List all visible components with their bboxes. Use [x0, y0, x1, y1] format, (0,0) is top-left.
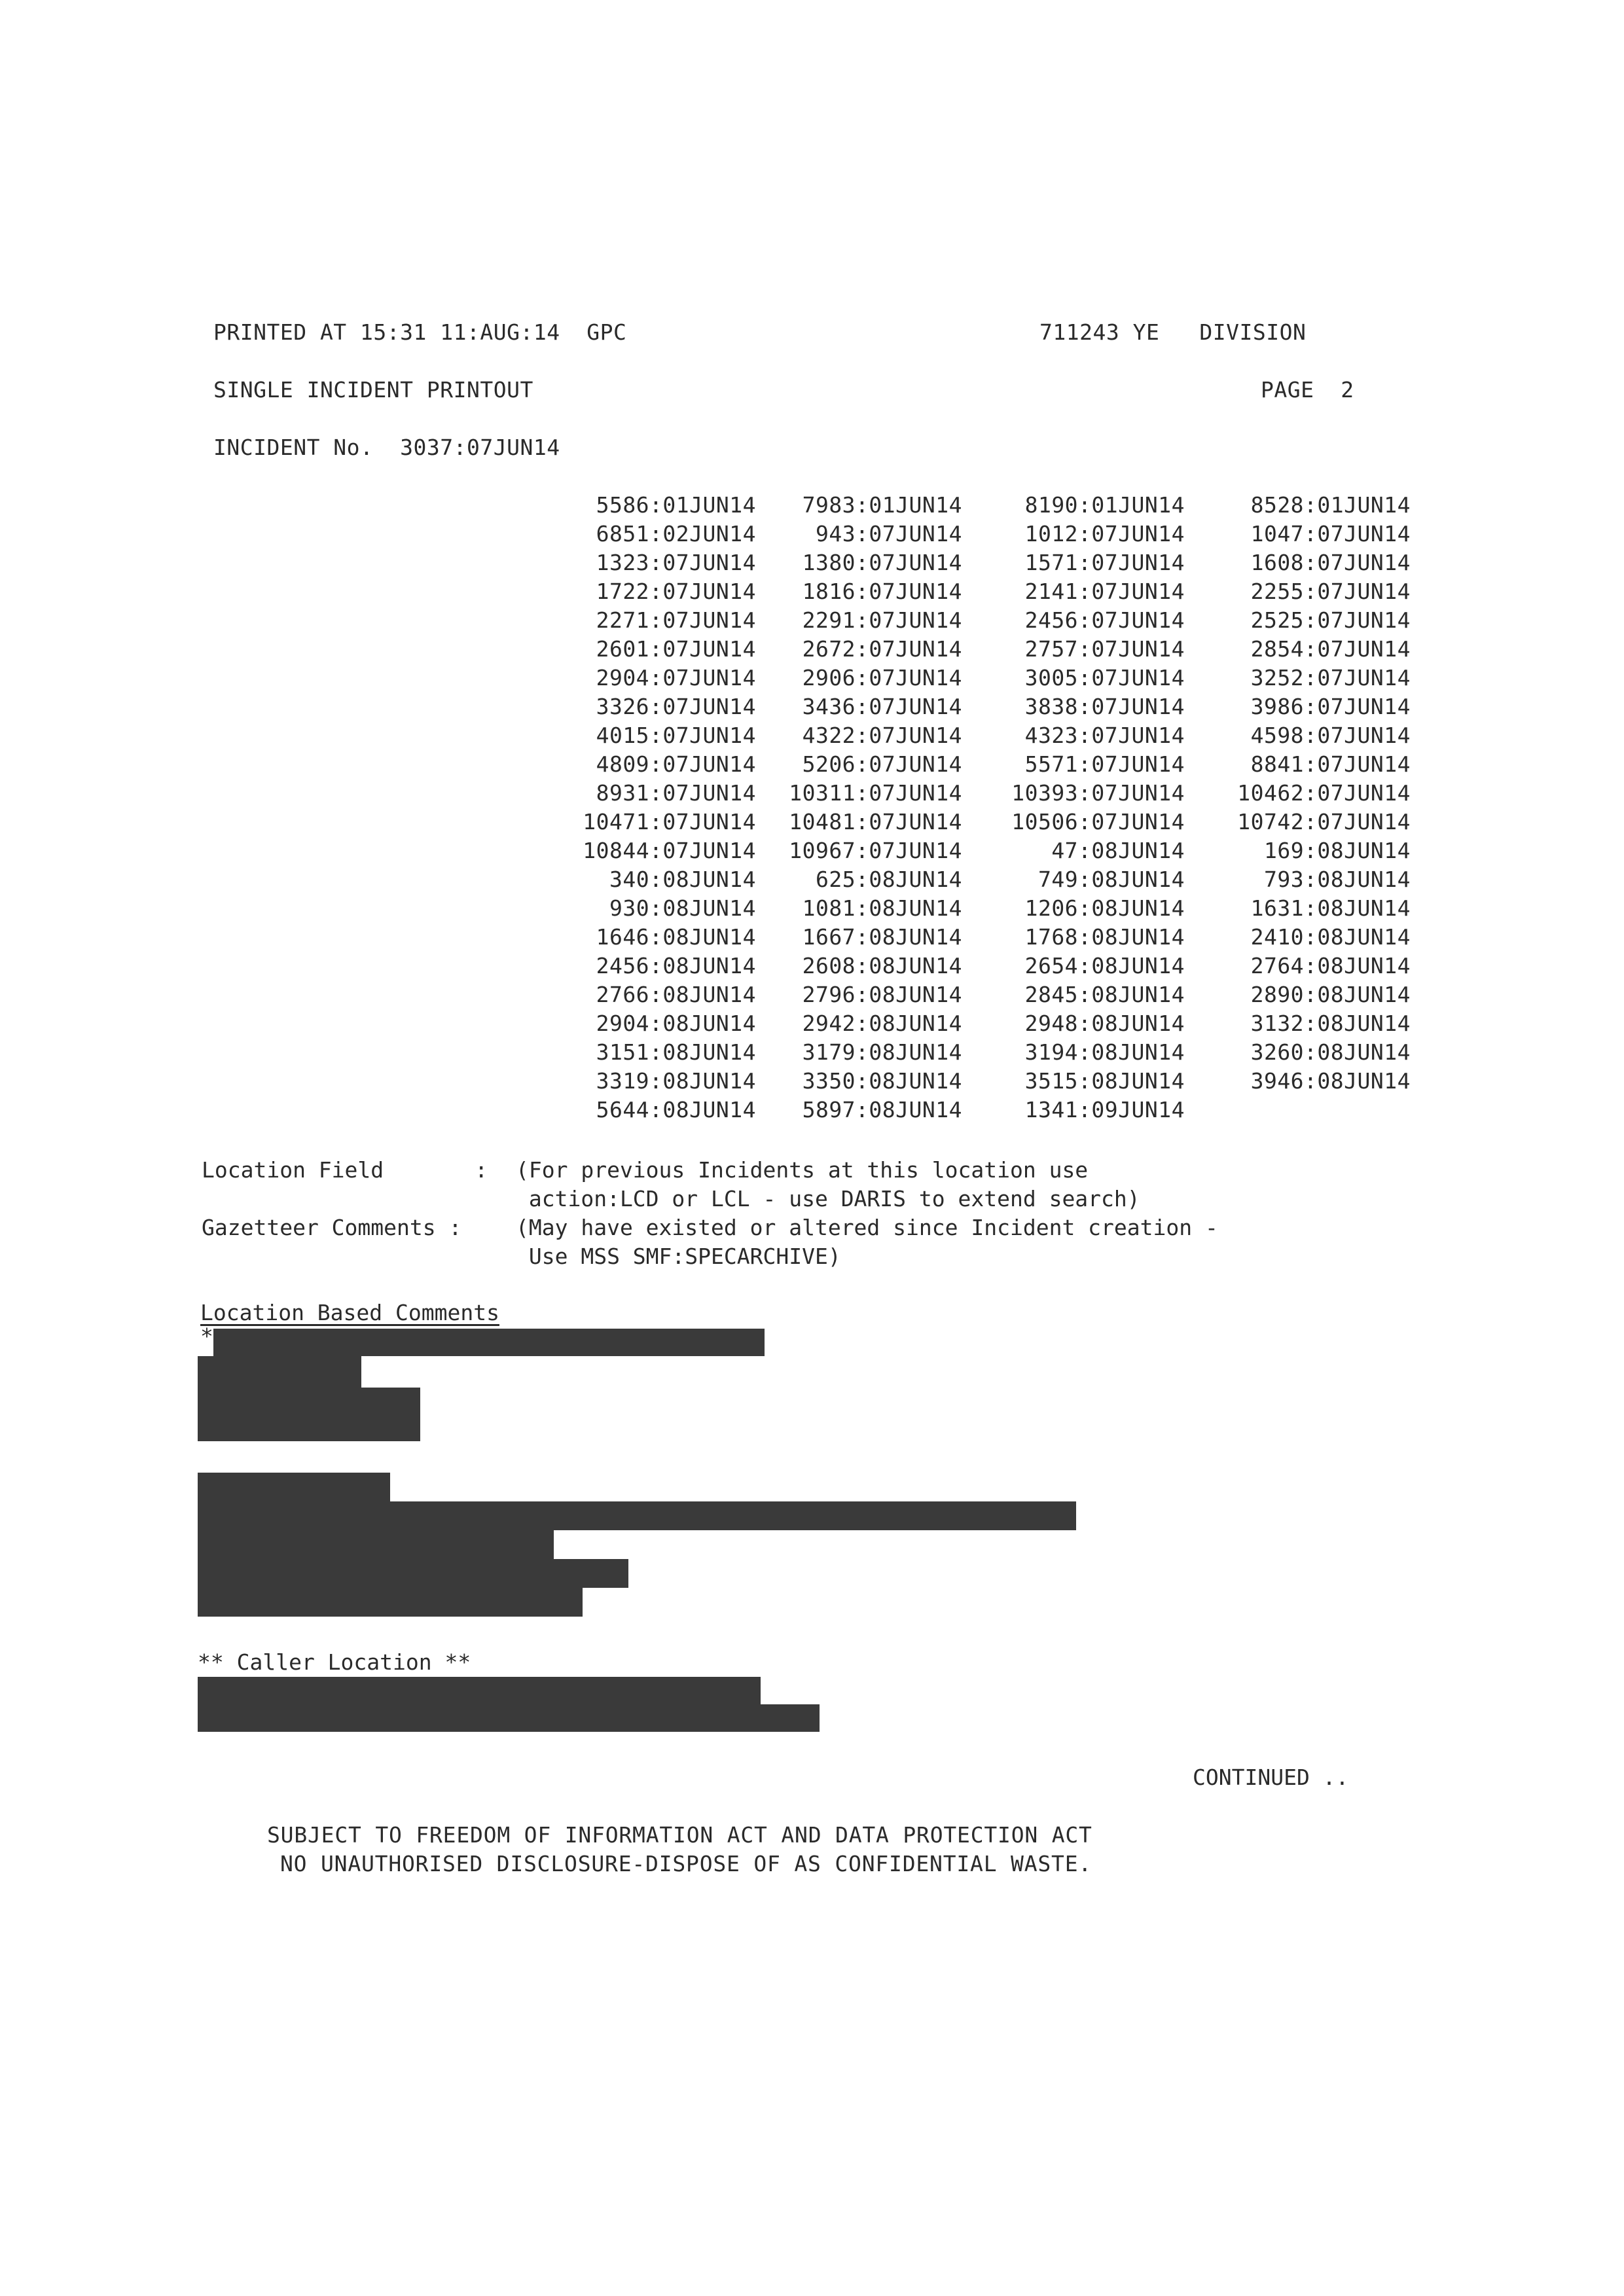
incident-reference: 2141:07JUN14: [1024, 579, 1185, 604]
incident-reference: 3179:08JUN14: [802, 1039, 962, 1065]
gazetteer-comments-text-1: (May have existed or altered since Incident creation -: [516, 1215, 1218, 1240]
location-field-text-1: (For previous Incidents at this location use: [516, 1157, 1089, 1183]
incident-reference: 7983:01JUN14: [802, 492, 962, 518]
incident-reference: 2854:07JUN14: [1250, 636, 1411, 662]
incident-reference: 5206:07JUN14: [802, 751, 962, 777]
incident-reference: 1380:07JUN14: [802, 550, 962, 575]
incident-reference: 2757:07JUN14: [1024, 636, 1185, 662]
incident-reference: 4809:07JUN14: [596, 751, 756, 777]
division-reference: 711243 YE DIVISION: [1039, 319, 1307, 345]
incident-reference: 1667:08JUN14: [802, 924, 962, 950]
incident-reference: 2601:07JUN14: [596, 636, 756, 662]
incident-reference: 8190:01JUN14: [1024, 492, 1185, 518]
incident-reference: 3005:07JUN14: [1024, 665, 1185, 691]
incident-reference: 1323:07JUN14: [596, 550, 756, 575]
incident-reference: 2608:08JUN14: [802, 953, 962, 978]
incident-reference: 8931:07JUN14: [596, 780, 756, 806]
incident-reference: 3260:08JUN14: [1250, 1039, 1411, 1065]
foi-notice: SUBJECT TO FREEDOM OF INFORMATION ACT AND DATA PROTECTION ACT: [267, 1822, 1092, 1848]
page-title: SINGLE INCIDENT PRINTOUT: [213, 377, 533, 403]
incident-reference: 5586:01JUN14: [596, 492, 756, 518]
caller-location-heading: ** Caller Location **: [198, 1649, 471, 1675]
incident-reference: 1341:09JUN14: [1024, 1097, 1185, 1122]
incident-reference: 5644:08JUN14: [596, 1097, 756, 1122]
incident-reference: 10311:07JUN14: [789, 780, 962, 806]
redaction-block: [213, 1329, 765, 1356]
location-field-text-2: action:LCD or LCL - use DARIS to extend search): [516, 1186, 1140, 1211]
incident-reference: [1195, 1097, 1411, 1126]
redaction-block: [198, 1530, 554, 1559]
incident-reference: 4598:07JUN14: [1250, 723, 1411, 748]
incident-reference: 10481:07JUN14: [789, 809, 962, 834]
incident-reference: 3515:08JUN14: [1024, 1068, 1185, 1094]
redaction-block: [198, 1704, 820, 1732]
incident-reference: 1012:07JUN14: [1024, 521, 1185, 547]
comment-marker: *: [200, 1323, 213, 1349]
printed-at-line: PRINTED AT 15:31 11:AUG:14 GPC: [213, 319, 627, 345]
incident-reference: 10967:07JUN14: [789, 838, 962, 863]
location-field-label: Location Field :: [202, 1157, 488, 1183]
incident-reference: 2904:08JUN14: [596, 1011, 756, 1036]
incident-reference: 340:08JUN14: [609, 867, 756, 892]
incident-reference: 2525:07JUN14: [1250, 607, 1411, 633]
incident-reference: 1816:07JUN14: [802, 579, 962, 604]
incident-reference: 10393:07JUN14: [1011, 780, 1185, 806]
incident-reference: 930:08JUN14: [609, 895, 756, 921]
incident-reference: 1631:08JUN14: [1250, 895, 1411, 921]
incident-reference: 8841:07JUN14: [1250, 751, 1411, 777]
incident-reference: 1646:08JUN14: [596, 924, 756, 950]
disclosure-notice: NO UNAUTHORISED DISCLOSURE-DISPOSE OF AS CONFIDENTIAL WASTE.: [280, 1851, 1092, 1876]
incident-reference: 2845:08JUN14: [1024, 982, 1185, 1007]
incident-reference: 1571:07JUN14: [1024, 550, 1185, 575]
incident-reference: 2766:08JUN14: [596, 982, 756, 1007]
incident-reference: 5897:08JUN14: [802, 1097, 962, 1122]
incident-reference: 2764:08JUN14: [1250, 953, 1411, 978]
incident-reference: 4015:07JUN14: [596, 723, 756, 748]
incident-reference: 2904:07JUN14: [596, 665, 756, 691]
incident-reference: 2271:07JUN14: [596, 607, 756, 633]
incident-reference: 2456:07JUN14: [1024, 607, 1185, 633]
incident-reference: 8528:01JUN14: [1250, 492, 1411, 518]
incident-reference: 3436:07JUN14: [802, 694, 962, 719]
incident-reference: 2906:07JUN14: [802, 665, 962, 691]
incident-reference: 2291:07JUN14: [802, 607, 962, 633]
incident-reference: 2255:07JUN14: [1250, 579, 1411, 604]
incident-reference: 2942:08JUN14: [802, 1011, 962, 1036]
incident-reference: 625:08JUN14: [815, 867, 962, 892]
incident-reference: 47:08JUN14: [1051, 838, 1185, 863]
incident-reference: 1608:07JUN14: [1250, 550, 1411, 575]
gazetteer-comments-label: Gazetteer Comments :: [202, 1215, 462, 1240]
incident-reference: 3132:08JUN14: [1250, 1011, 1411, 1036]
incident-reference: 3838:07JUN14: [1024, 694, 1185, 719]
incident-reference: 10742:07JUN14: [1237, 809, 1411, 834]
page-number: PAGE 2: [1261, 377, 1354, 403]
incident-reference: 793:08JUN14: [1263, 867, 1411, 892]
redaction-block: [198, 1356, 361, 1388]
incident-reference: 1722:07JUN14: [596, 579, 756, 604]
incident-reference: 3326:07JUN14: [596, 694, 756, 719]
redaction-block: [198, 1588, 583, 1617]
related-incidents-grid: [560, 492, 1411, 1126]
location-based-comments-heading: Location Based Comments: [200, 1300, 499, 1325]
redaction-block: [198, 1677, 761, 1704]
incident-reference: 2948:08JUN14: [1024, 1011, 1185, 1036]
redaction-block: [198, 1559, 628, 1588]
redaction-block: [198, 1501, 1076, 1530]
incident-reference: 3319:08JUN14: [596, 1068, 756, 1094]
incident-reference: 2654:08JUN14: [1024, 953, 1185, 978]
incident-reference: 3946:08JUN14: [1250, 1068, 1411, 1094]
incident-reference: 3151:08JUN14: [596, 1039, 756, 1065]
incident-reference: 10506:07JUN14: [1011, 809, 1185, 834]
incident-reference: 1047:07JUN14: [1250, 521, 1411, 547]
incident-reference: 169:08JUN14: [1263, 838, 1411, 863]
incident-reference: 3986:07JUN14: [1250, 694, 1411, 719]
incident-reference: 6851:02JUN14: [596, 521, 756, 547]
incident-reference: 749:08JUN14: [1038, 867, 1185, 892]
continued-note: CONTINUED ..: [1193, 1765, 1349, 1790]
incident-reference: 3350:08JUN14: [802, 1068, 962, 1094]
incident-reference: 1768:08JUN14: [1024, 924, 1185, 950]
incident-reference: 2456:08JUN14: [596, 953, 756, 978]
incident-reference: 4323:07JUN14: [1024, 723, 1185, 748]
incident-reference: 3252:07JUN14: [1250, 665, 1411, 691]
incident-reference: 1206:08JUN14: [1024, 895, 1185, 921]
redaction-block: [198, 1473, 390, 1501]
incident-reference: 2796:08JUN14: [802, 982, 962, 1007]
incident-reference: 10462:07JUN14: [1237, 780, 1411, 806]
incident-reference: 2890:08JUN14: [1250, 982, 1411, 1007]
incident-reference: 4322:07JUN14: [802, 723, 962, 748]
incident-reference: 10471:07JUN14: [583, 809, 756, 834]
incident-reference: 2410:08JUN14: [1250, 924, 1411, 950]
incident-number: INCIDENT No. 3037:07JUN14: [213, 435, 560, 460]
incident-reference: 3194:08JUN14: [1024, 1039, 1185, 1065]
incident-reference: 2672:07JUN14: [802, 636, 962, 662]
incident-reference: 10844:07JUN14: [583, 838, 756, 863]
incident-reference: 1081:08JUN14: [802, 895, 962, 921]
gazetteer-comments-text-2: Use MSS SMF:SPECARCHIVE): [516, 1244, 841, 1269]
incident-reference: 5571:07JUN14: [1024, 751, 1185, 777]
redaction-block: [198, 1388, 420, 1441]
incident-reference: 943:07JUN14: [815, 521, 962, 547]
